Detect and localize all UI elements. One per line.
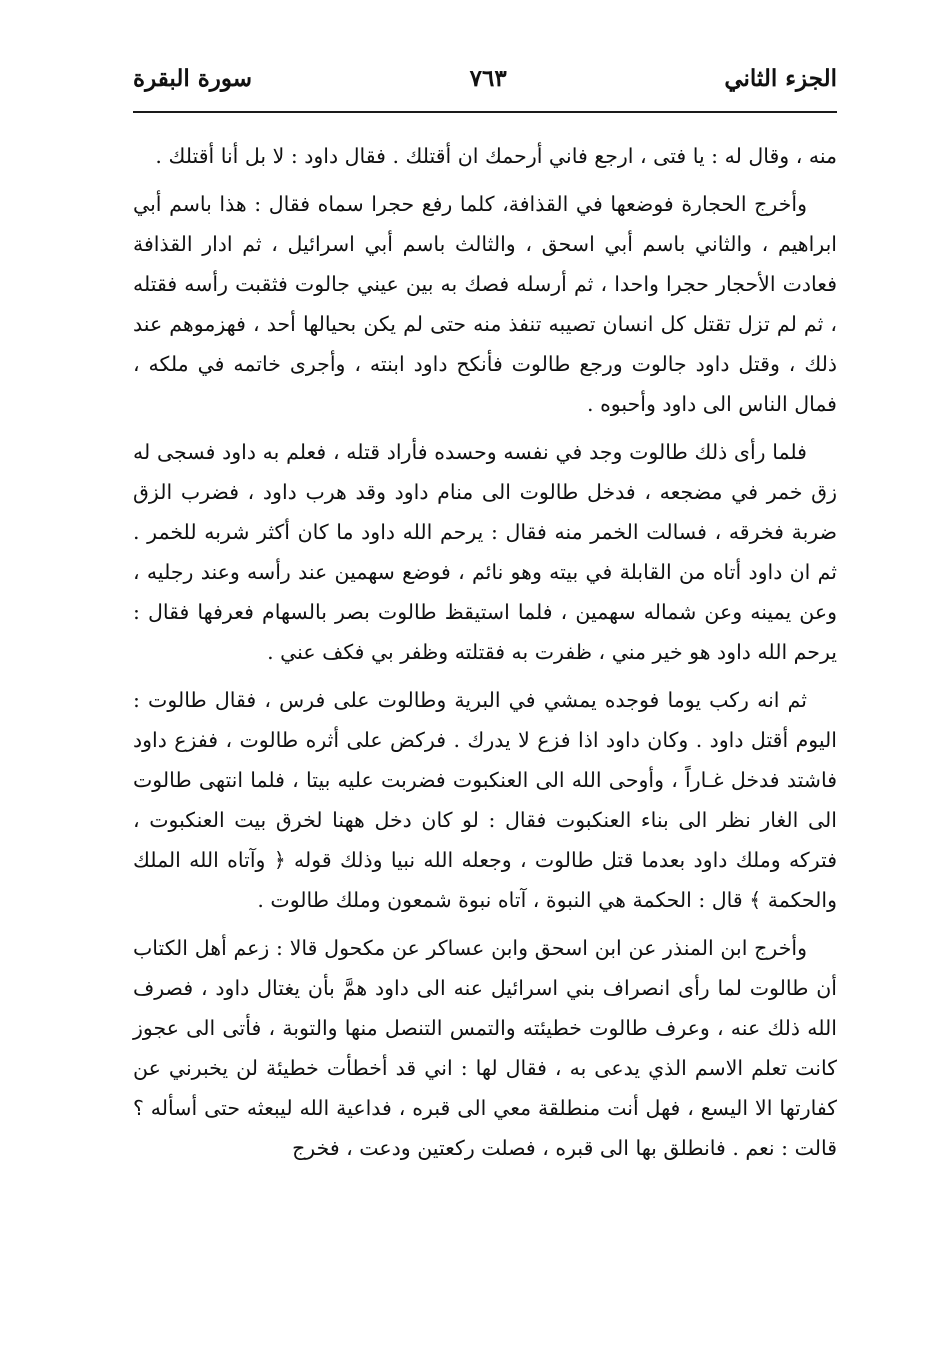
- paragraph: منه ، وقال له : يا فتى ، ارجع فاني أرحمك ان أقتلك . فقال داود : لا بل أنا أقتلك .: [155, 144, 837, 168]
- paragraph: فلما رأى ذلك طالوت وجد في نفسه وحسده فأراد قتله ، فعلم به داود فسجى له زق خمر في مضجعه ، فدخل طالوت الى منام داود وقد هرب داود ، فضرب الزق ضربة فخرقه ، فسالت الخمر منه فقال : يرحم الله داود ما كان أكثر شربه للخمر . ثم ان داود أتاه من القابلة في بيته وهو نائم ، فوضع سهمين عند رأسه وعند رجليه ، وعن يمينه وعن شماله سهمين ، فلما استيقظ طالوت بصر بالسهام فعرفها فقال : يرحم الله داود هو خير مني ، ظفرت به فقتلته وظفر بي فكف عني .: [133, 440, 837, 664]
- paragraph: وأخرج الحجارة فوضعها في القذافة، كلما رفع حجرا سماه فقال : هذا باسم أبي ابراهيم ، والثاني باسم أبي اسحق ، والثالث باسم أبي اسرائيل ، ثم ادار القذافة فعادت الأحجار حجرا واحدا ، ثم أرسله فصك به بين عيني جالوت فثقبت رأسه فقتله ، ثم لم تزل تقتل كل انسان تصيبه تنفذ منه حتى لم يكن بحيالها أحد ، فهزموهم عند ذلك ، وقتل داود جالوت ورجع طالوت فأنكح داود ابنته ، وأجرى خاتمه في ملكه ، فمال الناس الى داود وأحبوه .: [133, 192, 837, 416]
- page-header: [133, 52, 837, 104]
- header-rule: [133, 111, 837, 113]
- part-label: الجزء الثاني: [724, 64, 837, 92]
- paragraph: ثم انه ركب يوما فوجده يمشي في البرية وطالوت على فرس ، فقال طالوت : اليوم أقتل داود . وكان داود اذا فزع لا يدرك . فركض على أثره طالوت ، ففزع داود فاشتد فدخل غـاراً ، وأوحى الله الى العنكبوت فضربت عليه بيتا ، فلما انتهى طالوت الى الغار نظر الى بناء العنكبوت فقال : لو كان دخل ههنا لخرق بيت العنكبوت ، فتركه وملك داود بعدما قتل طالوت ، وجعله الله نبيا وذلك قوله ﴿ وآتاه الله الملك والحكمة ﴾ قال : الحكمة هي النبوة ، آتاه نبوة شمعون وملك طالوت .: [133, 688, 837, 912]
- surah-label: سورة البقرة: [133, 64, 253, 92]
- page-number: ٧٦٣: [469, 64, 507, 92]
- paragraph: وأخرج ابن المنذر عن ابن اسحق وابن عساكر عن مكحول قالا : زعم أهل الكتاب أن طالوت لما رأى انصراف بني اسرائيل عنه الى داود همَّ بأن يغتال داود ، فصرف الله ذلك عنه ، وعرف طالوت خطيئته والتمس التنصل منها والتوبة ، فأتى الى عجوز كانت تعلم الاسم الذي يدعى به ، فقال لها : اني قد أخطأت خطيئة لن يخبرني عن كفارتها الا اليسع ، فهل أنت منطلقة معي الى قبره ، فداعية الله ليبعثه حتى أسأله ؟ قالت : نعم . فانطلق بها الى قبره ، فصلت ركعتين ودعت ، فخرج: [133, 936, 837, 1160]
- page-body: [133, 136, 837, 1176]
